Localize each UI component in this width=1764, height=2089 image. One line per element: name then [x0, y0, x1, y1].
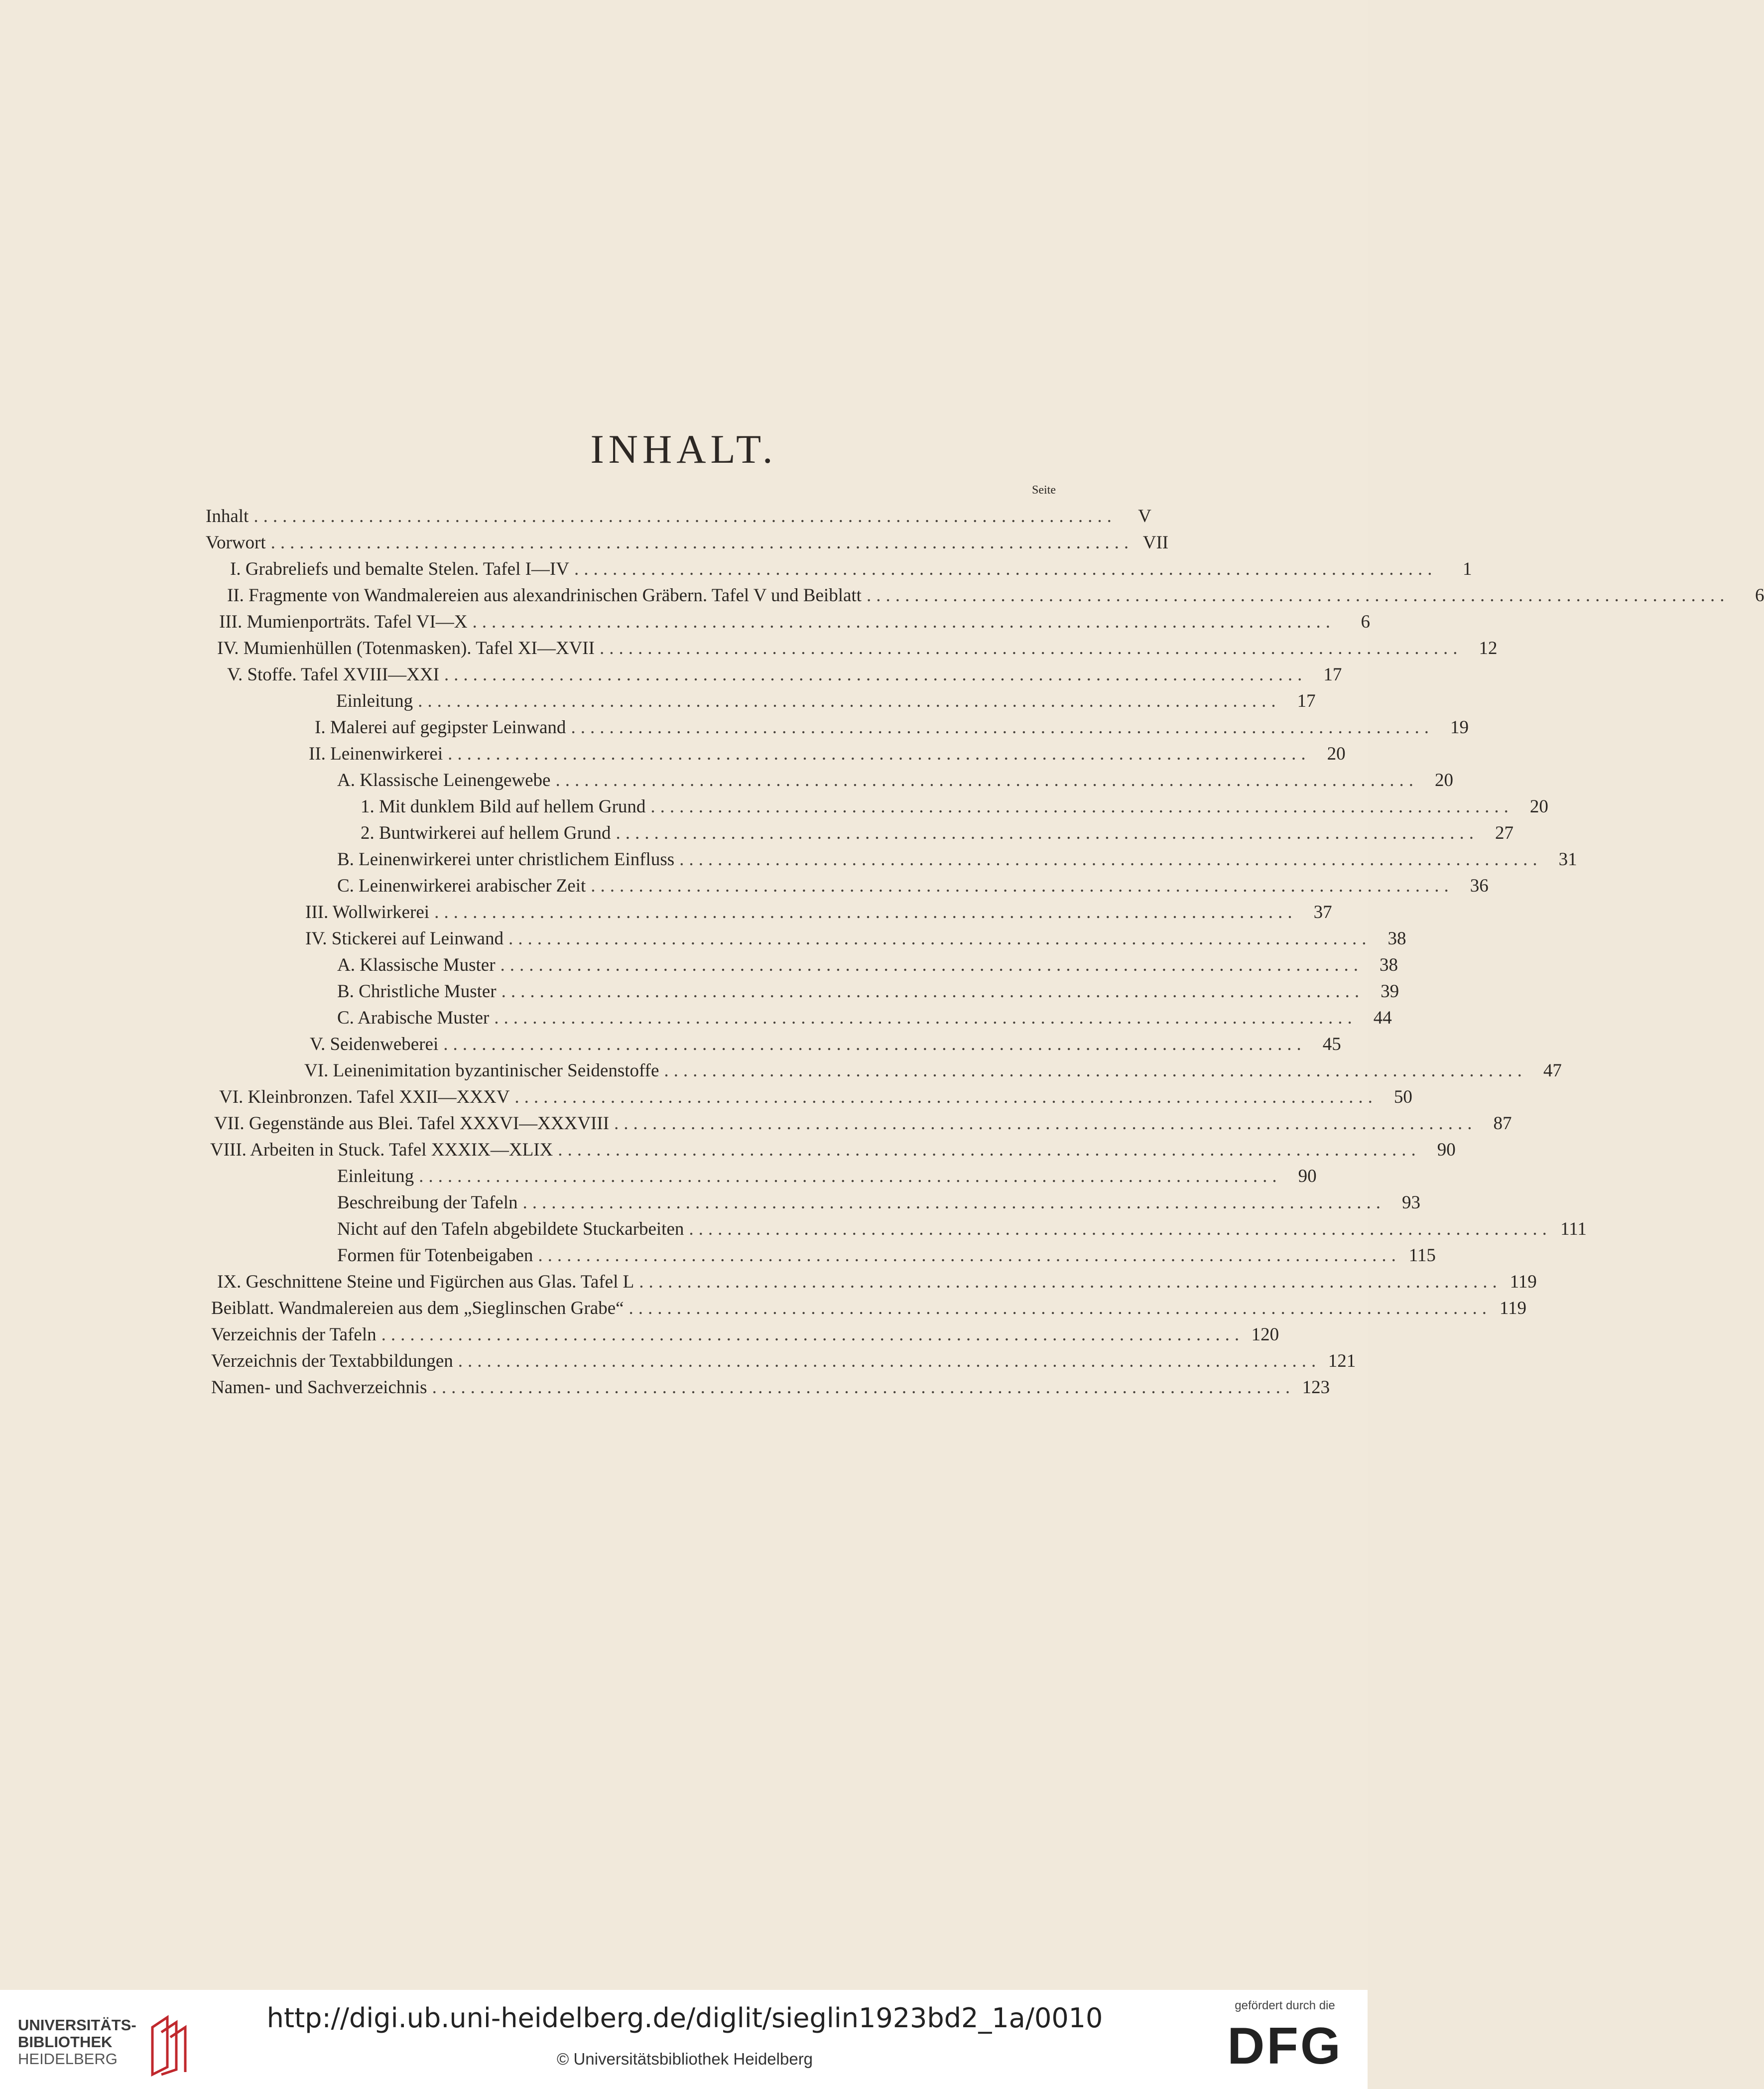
toc-entry: [219, 609, 1371, 635]
university-library-logo[interactable]: [18, 2012, 182, 2077]
toc-entry-text: II. Fragmente von Wandmalereien aus alexandrinischen Gräbern. Tafel V und Beiblatt: [227, 585, 862, 606]
toc-entry-page: 12: [1479, 638, 1498, 658]
dfg-logo-text: DFG: [1227, 2017, 1343, 2075]
toc-entry-page: VII: [1142, 532, 1169, 553]
toc-entry-text: II. Leinenwirkerei: [309, 744, 443, 764]
toc-entry-page: 36: [1470, 876, 1489, 896]
toc-entry-page: 121: [1328, 1351, 1356, 1371]
toc-entry: [211, 1374, 1330, 1401]
toc-entry-text: III. Mumienporträts. Tafel VI—X: [219, 612, 468, 632]
toc-entry: [309, 741, 1346, 767]
leader-dots: ..........................................................................................: [616, 823, 1479, 843]
toc-entry: [337, 1216, 1587, 1242]
toc-entry-text: Beiblatt. Wandmalereien aus dem „Sieglinschen Grabe“: [211, 1298, 624, 1318]
toc-entry: [315, 714, 1469, 741]
toc-entry-page: 20: [1434, 770, 1453, 790]
toc-entry-page: 119: [1510, 1272, 1537, 1292]
toc-entry: [211, 1295, 1527, 1321]
leader-dots: ..........................................................................................: [629, 1298, 1492, 1318]
toc-entry: [305, 925, 1406, 952]
dfg-logo[interactable]: [1218, 2017, 1352, 2075]
toc-entry: [206, 503, 1151, 529]
library-name-line2: BIBLIOTHEK: [18, 2033, 113, 2051]
toc-entry: [206, 529, 1169, 556]
toc-entry-text: IX. Geschnittene Steine und Figürchen aus Glas. Tafel L: [217, 1272, 634, 1292]
toc-entry: [337, 767, 1453, 793]
leader-dots: ..........................................................................................: [472, 612, 1336, 632]
toc-entry: [337, 846, 1577, 873]
toc-entry: [211, 1348, 1356, 1374]
toc-entry-page: V: [1138, 506, 1151, 526]
toc-entry: [304, 1057, 1562, 1084]
leader-dots: ..........................................................................................: [444, 664, 1307, 685]
toc-entry-page: 17: [1323, 664, 1342, 685]
toc-entry-page: 45: [1322, 1034, 1341, 1054]
copyright-notice: © Universitätsbibliothek Heidelberg: [556, 2050, 813, 2068]
leader-dots: ..........................................................................................: [418, 691, 1281, 711]
toc-entry-text: VI. Kleinbronzen. Tafel XXII—XXXV: [219, 1087, 510, 1107]
toc-entry-page: 93: [1401, 1192, 1420, 1213]
library-name-line1: UNIVERSITÄTS-: [18, 2016, 136, 2034]
toc-entry-text: Nicht auf den Tafeln abgebildete Stuckarbeiten: [337, 1219, 684, 1239]
toc-entry-page: 119: [1499, 1298, 1527, 1318]
leader-dots: ..........................................................................................: [614, 1113, 1477, 1134]
toc-entry-page: 37: [1313, 902, 1332, 922]
leader-dots: ..........................................................................................: [639, 1272, 1502, 1292]
leader-dots: ..........................................................................................: [571, 717, 1434, 738]
leader-dots: ..........................................................................................: [538, 1245, 1401, 1266]
toc-entry-page: 87: [1493, 1113, 1512, 1134]
toc-entry-text: Beschreibung der Tafeln: [337, 1192, 518, 1213]
toc-entry: [310, 1031, 1341, 1057]
toc-entry-text: C. Leinenwirkerei arabischer Zeit: [337, 876, 586, 896]
toc-entry: [336, 688, 1316, 714]
toc-entry: [337, 1005, 1392, 1031]
toc-entry-text: IV. Stickerei auf Leinwand: [305, 928, 504, 949]
toc-entry-text: VIII. Arbeiten in Stuck. Tafel XXXIX—XLIX: [210, 1140, 553, 1160]
leader-dots: ..........................................................................................: [508, 928, 1372, 949]
toc-entry-text: B. Leinenwirkerei unter christlichem Einfluss: [337, 849, 675, 870]
permalink-url[interactable]: http://digi.ub.uni-heidelberg.de/diglit/sieglin1923bd2_1a/0010: [266, 2002, 1103, 2034]
toc-entry-page: 38: [1380, 955, 1398, 975]
page-column-label: Seite: [1032, 484, 1056, 497]
toc-entry-text: Vorwort: [206, 532, 266, 553]
leader-dots: ..........................................................................................: [555, 770, 1418, 790]
leader-dots: ..........................................................................................: [591, 876, 1454, 896]
leader-dots: ..........................................................................................: [514, 1087, 1378, 1107]
toc-entry-page: 20: [1327, 744, 1346, 764]
leader-dots: ..........................................................................................: [253, 506, 1117, 526]
toc-entry-page: 44: [1373, 1008, 1392, 1028]
toc-entry-page: 6: [1755, 585, 1764, 606]
toc-entry: [217, 635, 1498, 661]
toc-entry-text: Formen für Totenbeigaben: [337, 1245, 533, 1266]
leader-dots: ..........................................................................................: [522, 1192, 1386, 1213]
toc-entry: [210, 1137, 1456, 1163]
toc-entry-page: 39: [1381, 981, 1399, 1002]
leader-dots: ..........................................................................................: [501, 981, 1365, 1002]
toc-entry-page: 6: [1361, 612, 1371, 632]
toc-entry: [217, 1269, 1537, 1295]
leader-dots: ..........................................................................................: [432, 1377, 1295, 1398]
toc-entry: [230, 556, 1472, 582]
toc-entry-page: 90: [1298, 1166, 1317, 1186]
toc-entry-text: A. Klassische Leinengewebe: [337, 770, 551, 790]
toc-entry-text: 1. Mit dunklem Bild auf hellem Grund: [361, 796, 646, 817]
leader-dots: ..........................................................................................: [866, 585, 1730, 606]
toc-entry-text: Einleitung: [337, 1166, 414, 1186]
toc-entry: [337, 873, 1489, 899]
leader-dots: ..........................................................................................: [689, 1219, 1552, 1239]
digitization-footer: [0, 1990, 1368, 2089]
page-title: INHALT.: [590, 426, 777, 472]
toc-entry-text: I. Grabreliefs und bemalte Stelen. Tafel I—IV: [230, 559, 569, 579]
toc-entry-text: Namen- und Sachverzeichnis: [211, 1377, 427, 1398]
toc-entry-text: V. Stoffe. Tafel XVIII—XXI: [227, 664, 439, 685]
leader-dots: ..........................................................................................: [599, 638, 1463, 658]
toc-entry-text: Inhalt: [206, 506, 249, 526]
toc-entry: [219, 1084, 1412, 1110]
toc-entry-text: Verzeichnis der Textabbildungen: [211, 1351, 453, 1371]
toc-entry: [337, 1163, 1317, 1189]
toc-entry-page: 111: [1560, 1219, 1587, 1239]
toc-entry-page: 120: [1251, 1324, 1279, 1345]
toc-entry-page: 1: [1462, 559, 1472, 579]
leader-dots: ..........................................................................................: [664, 1060, 1527, 1081]
leader-dots: ..........................................................................................: [494, 1008, 1357, 1028]
toc-entry-page: 27: [1495, 823, 1513, 843]
toc-entry-page: 17: [1297, 691, 1316, 711]
toc-entry: [227, 582, 1764, 609]
toc-entry-page: 90: [1437, 1140, 1456, 1160]
library-name-line3: HEIDELBERG: [18, 2050, 118, 2068]
toc-entry-text: V. Seidenweberei: [310, 1034, 439, 1054]
leader-dots: ..........................................................................................: [443, 1034, 1306, 1054]
toc-entry: [305, 899, 1332, 925]
leader-dots: ..........................................................................................: [458, 1351, 1321, 1371]
toc-entry-text: IV. Mumienhüllen (Totenmasken). Tafel XI—XVII: [217, 638, 595, 658]
toc-entry-page: 50: [1393, 1087, 1412, 1107]
toc-entry: [337, 952, 1398, 978]
toc-entry-text: Einleitung: [336, 691, 413, 711]
toc-entry: [337, 978, 1399, 1005]
toc-entry-text: Verzeichnis der Tafeln: [211, 1324, 377, 1345]
leader-dots: ..........................................................................................: [574, 559, 1437, 579]
toc-entry: [211, 1321, 1279, 1348]
toc-entry: [227, 661, 1342, 688]
leader-dots: ..........................................................................................: [381, 1324, 1245, 1345]
leader-dots: ..........................................................................................: [270, 532, 1134, 553]
toc-entry-text: I. Malerei auf gegipster Leinwand: [315, 717, 566, 738]
toc-entry-page: 31: [1558, 849, 1577, 870]
leader-dots: ..........................................................................................: [650, 796, 1513, 817]
funding-note: gefördert durch die: [1235, 1999, 1335, 2012]
toc-entry: [337, 1189, 1420, 1216]
toc-entry-text: VII. Gegenstände aus Blei. Tafel XXXVI—XXXVIII: [214, 1113, 610, 1134]
toc-entry: [361, 793, 1548, 820]
toc-entry: [337, 1242, 1436, 1269]
leader-dots: ..........................................................................................: [419, 1166, 1282, 1186]
toc-entry-text: B. Christliche Muster: [337, 981, 497, 1002]
toc-entry-page: 20: [1529, 796, 1548, 817]
toc-entry-page: 38: [1387, 928, 1406, 949]
toc-entry: [361, 820, 1513, 846]
leader-dots: ..........................................................................................: [679, 849, 1542, 870]
leader-dots: ..........................................................................................: [434, 902, 1297, 922]
toc-entry-text: VI. Leinenimitation byzantinischer Seidenstoffe: [304, 1060, 659, 1081]
toc-entry-page: 19: [1450, 717, 1469, 738]
toc-entry-text: III. Wollwirkerei: [305, 902, 430, 922]
toc-entry-text: C. Arabische Muster: [337, 1008, 490, 1028]
leader-dots: ..........................................................................................: [558, 1140, 1421, 1160]
leader-dots: ..........................................................................................: [500, 955, 1364, 975]
library-emblem-icon: [147, 2012, 187, 2075]
toc-entry-page: 47: [1543, 1060, 1562, 1081]
leader-dots: ..........................................................................................: [448, 744, 1311, 764]
toc-entry-text: A. Klassische Muster: [337, 955, 496, 975]
toc-entry-text: 2. Buntwirkerei auf hellem Grund: [361, 823, 611, 843]
toc-entry: [214, 1110, 1512, 1137]
toc-entry-page: 115: [1408, 1245, 1436, 1266]
toc-entry-page: 123: [1302, 1377, 1330, 1398]
